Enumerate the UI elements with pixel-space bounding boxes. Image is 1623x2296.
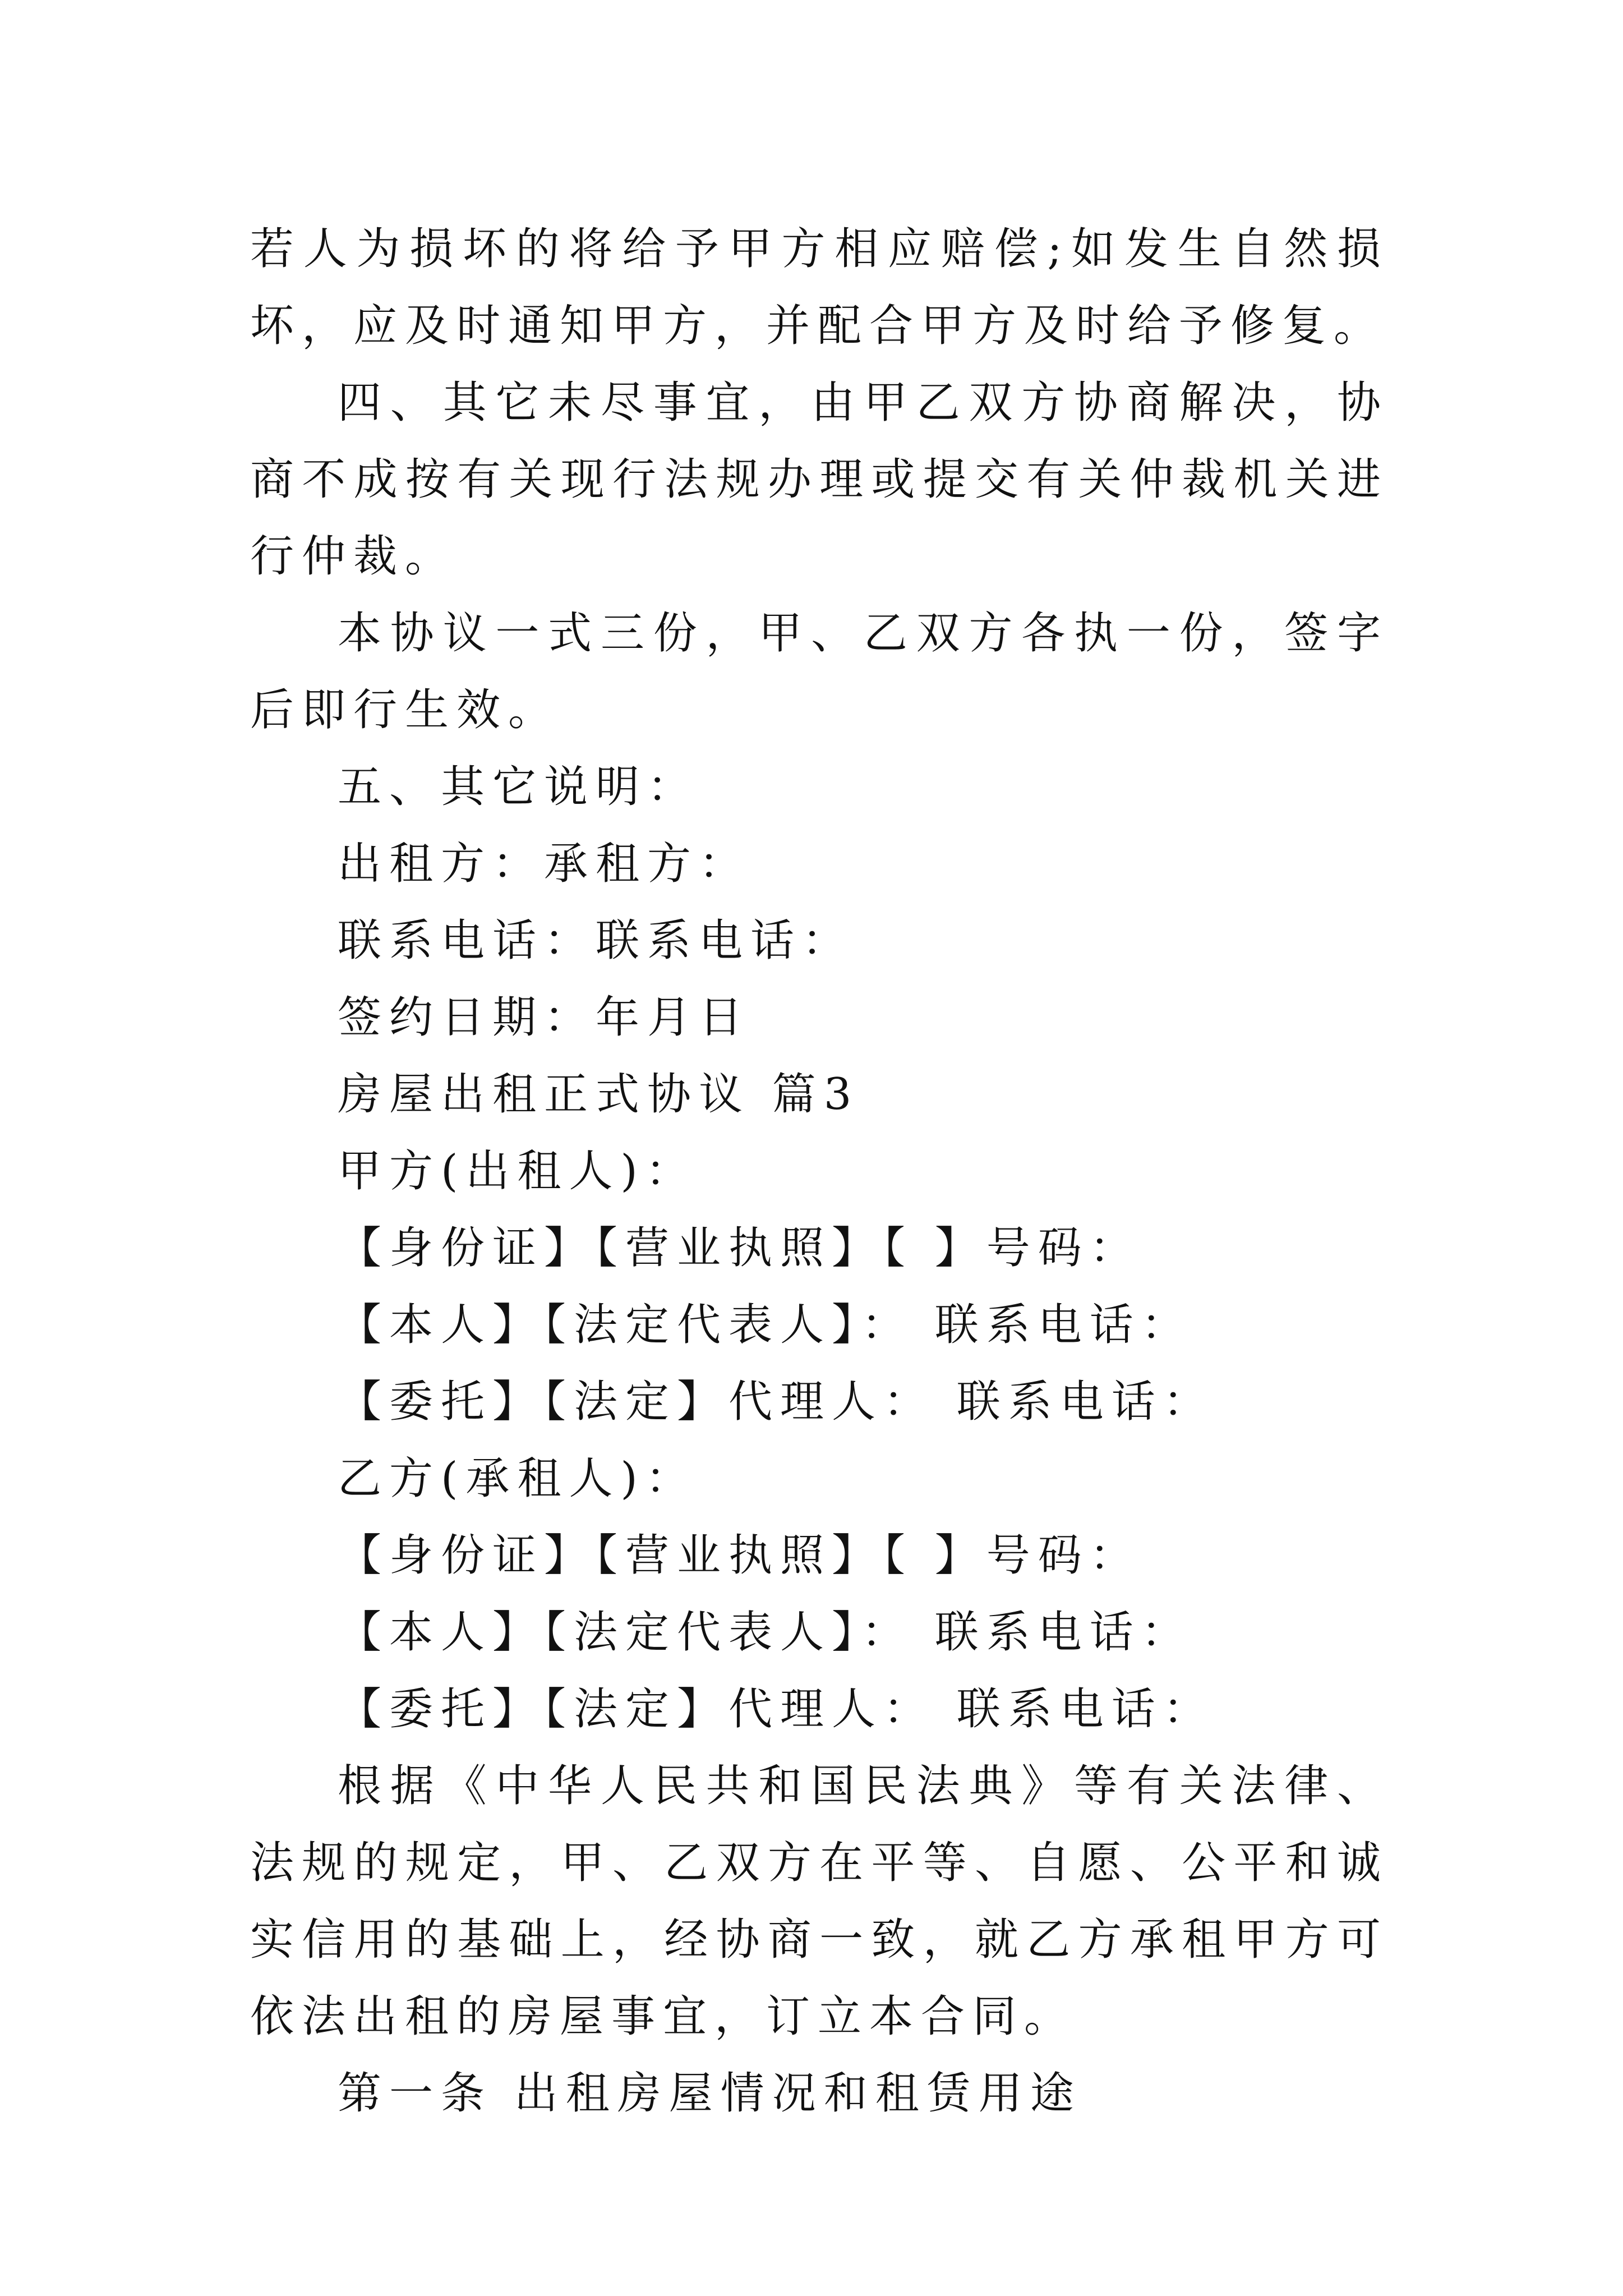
paragraph-clause-five: 五、其它说明： [338, 762, 699, 812]
signing-date-line: 签约日期：年月日 [338, 992, 751, 1043]
party-b-id-line: 【身份证】【营业执照】【 】号码： [338, 1530, 1141, 1581]
section-heading: 房屋出租正式协议 篇3 [338, 1069, 860, 1120]
party-a-representative-line: 【本人】【法定代表人】： 联系电话： [338, 1300, 1193, 1350]
contact-phone-line: 联系电话：联系电话： [338, 915, 854, 966]
party-a-agent-line: 【委托】【法定】代理人： 联系电话： [338, 1377, 1215, 1427]
article-one-heading: 第一条 出租房屋情况和租赁用途 [338, 2068, 1082, 2119]
paragraph-copies: 本协议一式三份，甲、乙双方各执一份，签字后即行生效。 [250, 608, 1389, 735]
paragraph-damage-compensation: 若人为损坏的将给予甲方相应赔偿;如发生自然损坏，应及时通知甲方，并配合甲方及时给予修复。 [250, 224, 1389, 351]
party-a-heading: 甲方(出租人)： [338, 1146, 697, 1197]
paragraph-clause-four: 四、其它未尽事宜，由甲乙双方协商解决，协商不成按有关现行法规办理或提交有关仲裁机关进行仲裁。 [250, 378, 1389, 582]
signature-parties-line: 出租方：承租方： [338, 839, 751, 889]
document-body [250, 211, 1389, 2132]
party-b-heading: 乙方(承租人)： [338, 1453, 697, 1504]
party-b-agent-line: 【委托】【法定】代理人： 联系电话： [338, 1684, 1215, 1734]
party-b-representative-line: 【本人】【法定代表人】： 联系电话： [338, 1607, 1193, 1658]
party-a-id-line: 【身份证】【营业执照】【 】号码： [338, 1223, 1141, 1273]
paragraph-legal-basis: 根据《中华人民共和国民法典》等有关法律、法规的规定，甲、乙双方在平等、自愿、公平和诚实信用的基础上，经协商一致，就乙方承租甲方可依法出租的房屋事宜，订立本合同。 [250, 1761, 1389, 2042]
